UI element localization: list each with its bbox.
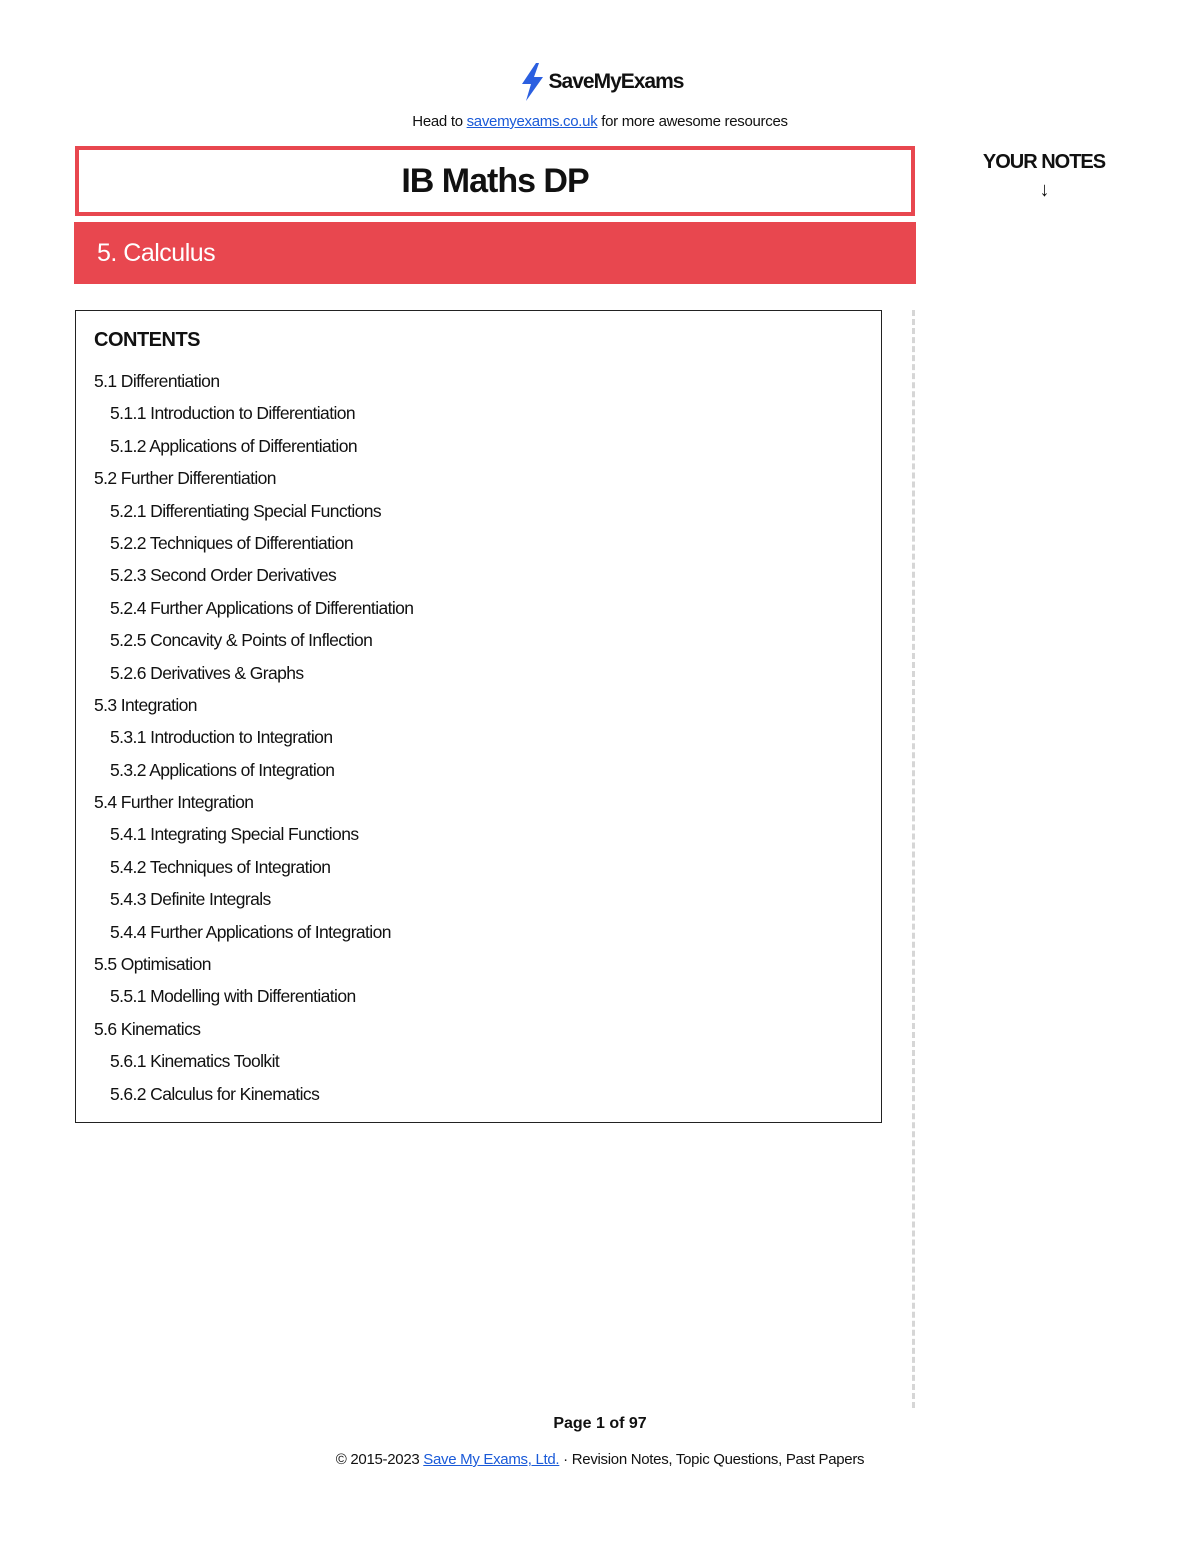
your-notes-text: YOUR NOTES (982, 151, 1106, 173)
toc-subitem[interactable]: 5.2.5 Concavity & Points of Inflection (110, 630, 373, 651)
toc-subitem[interactable]: 5.4.3 Definite Integrals (110, 889, 271, 910)
tagline (0, 113, 1200, 130)
toc-subitem[interactable]: 5.4.2 Techniques of Integration (110, 856, 331, 877)
table-of-contents (94, 365, 413, 1110)
toc-item[interactable]: 5.1 Differentiation (94, 371, 220, 391)
document-title-box (75, 146, 915, 216)
section-banner (74, 222, 916, 284)
toc-subitem[interactable]: 5.3.1 Introduction to Integration (110, 727, 333, 748)
toc-subitem[interactable]: 5.1.2 Applications of Differentiation (110, 435, 357, 456)
lightning-bolt-icon (517, 62, 547, 102)
toc-subitem[interactable]: 5.4.1 Integrating Special Functions (110, 824, 359, 845)
notes-divider (912, 310, 915, 1408)
contents-heading: CONTENTS (94, 329, 200, 351)
brand-name: SaveMyExams (548, 70, 684, 93)
toc-subitem[interactable]: 5.2.3 Second Order Derivatives (110, 565, 337, 586)
footer-tagline: · Revision Notes, Topic Questions, Past Papers (559, 1451, 865, 1468)
down-arrow-icon: ↓ (1039, 179, 1049, 201)
toc-subitem[interactable]: 5.3.2 Applications of Integration (110, 759, 335, 780)
toc-subitem[interactable]: 5.2.4 Further Applications of Differentiation (110, 597, 414, 618)
toc-subitem[interactable]: 5.5.1 Modelling with Differentiation (110, 986, 356, 1007)
toc-subitem[interactable]: 5.4.4 Further Applications of Integration (110, 921, 391, 942)
brand-logo[interactable] (517, 62, 684, 102)
toc-item[interactable]: 5.4 Further Integration (94, 792, 254, 813)
toc-subitem[interactable]: 5.1.1 Introduction to Differentiation (110, 403, 356, 424)
page-footer (0, 1451, 1200, 1468)
toc-subitem[interactable]: 5.6.2 Calculus for Kinematics (110, 1083, 320, 1104)
document-title: IB Maths DP (401, 161, 589, 200)
section-title: 5. Calculus (97, 238, 216, 267)
toc-item[interactable]: 5.5 Optimisation (94, 954, 211, 975)
toc-subitem[interactable]: 5.2.6 Derivatives & Graphs (110, 662, 304, 683)
toc-item[interactable]: 5.3 Integration (94, 694, 197, 715)
contents-box (75, 310, 882, 1123)
tagline-prefix: Head to (412, 113, 467, 130)
copyright-text: © 2015-2023 (335, 1451, 424, 1468)
toc-subitem[interactable]: 5.2.1 Differentiating Special Functions (110, 500, 382, 521)
page-number: Page 1 of 97 (553, 1415, 647, 1432)
toc-item[interactable]: 5.2 Further Differentiation (94, 468, 276, 489)
toc-subitem[interactable]: 5.2.2 Techniques of Differentiation (110, 532, 353, 553)
your-notes-label (960, 148, 1128, 204)
toc-item[interactable]: 5.6 Kinematics (94, 1018, 201, 1039)
footer-link[interactable]: Save My Exams, Ltd. (423, 1451, 560, 1468)
tagline-suffix: for more awesome resources (597, 113, 788, 130)
site-link[interactable]: savemyexams.co.uk (466, 113, 598, 130)
toc-subitem[interactable]: 5.6.1 Kinematics Toolkit (110, 1051, 280, 1072)
page-header (0, 62, 1200, 130)
